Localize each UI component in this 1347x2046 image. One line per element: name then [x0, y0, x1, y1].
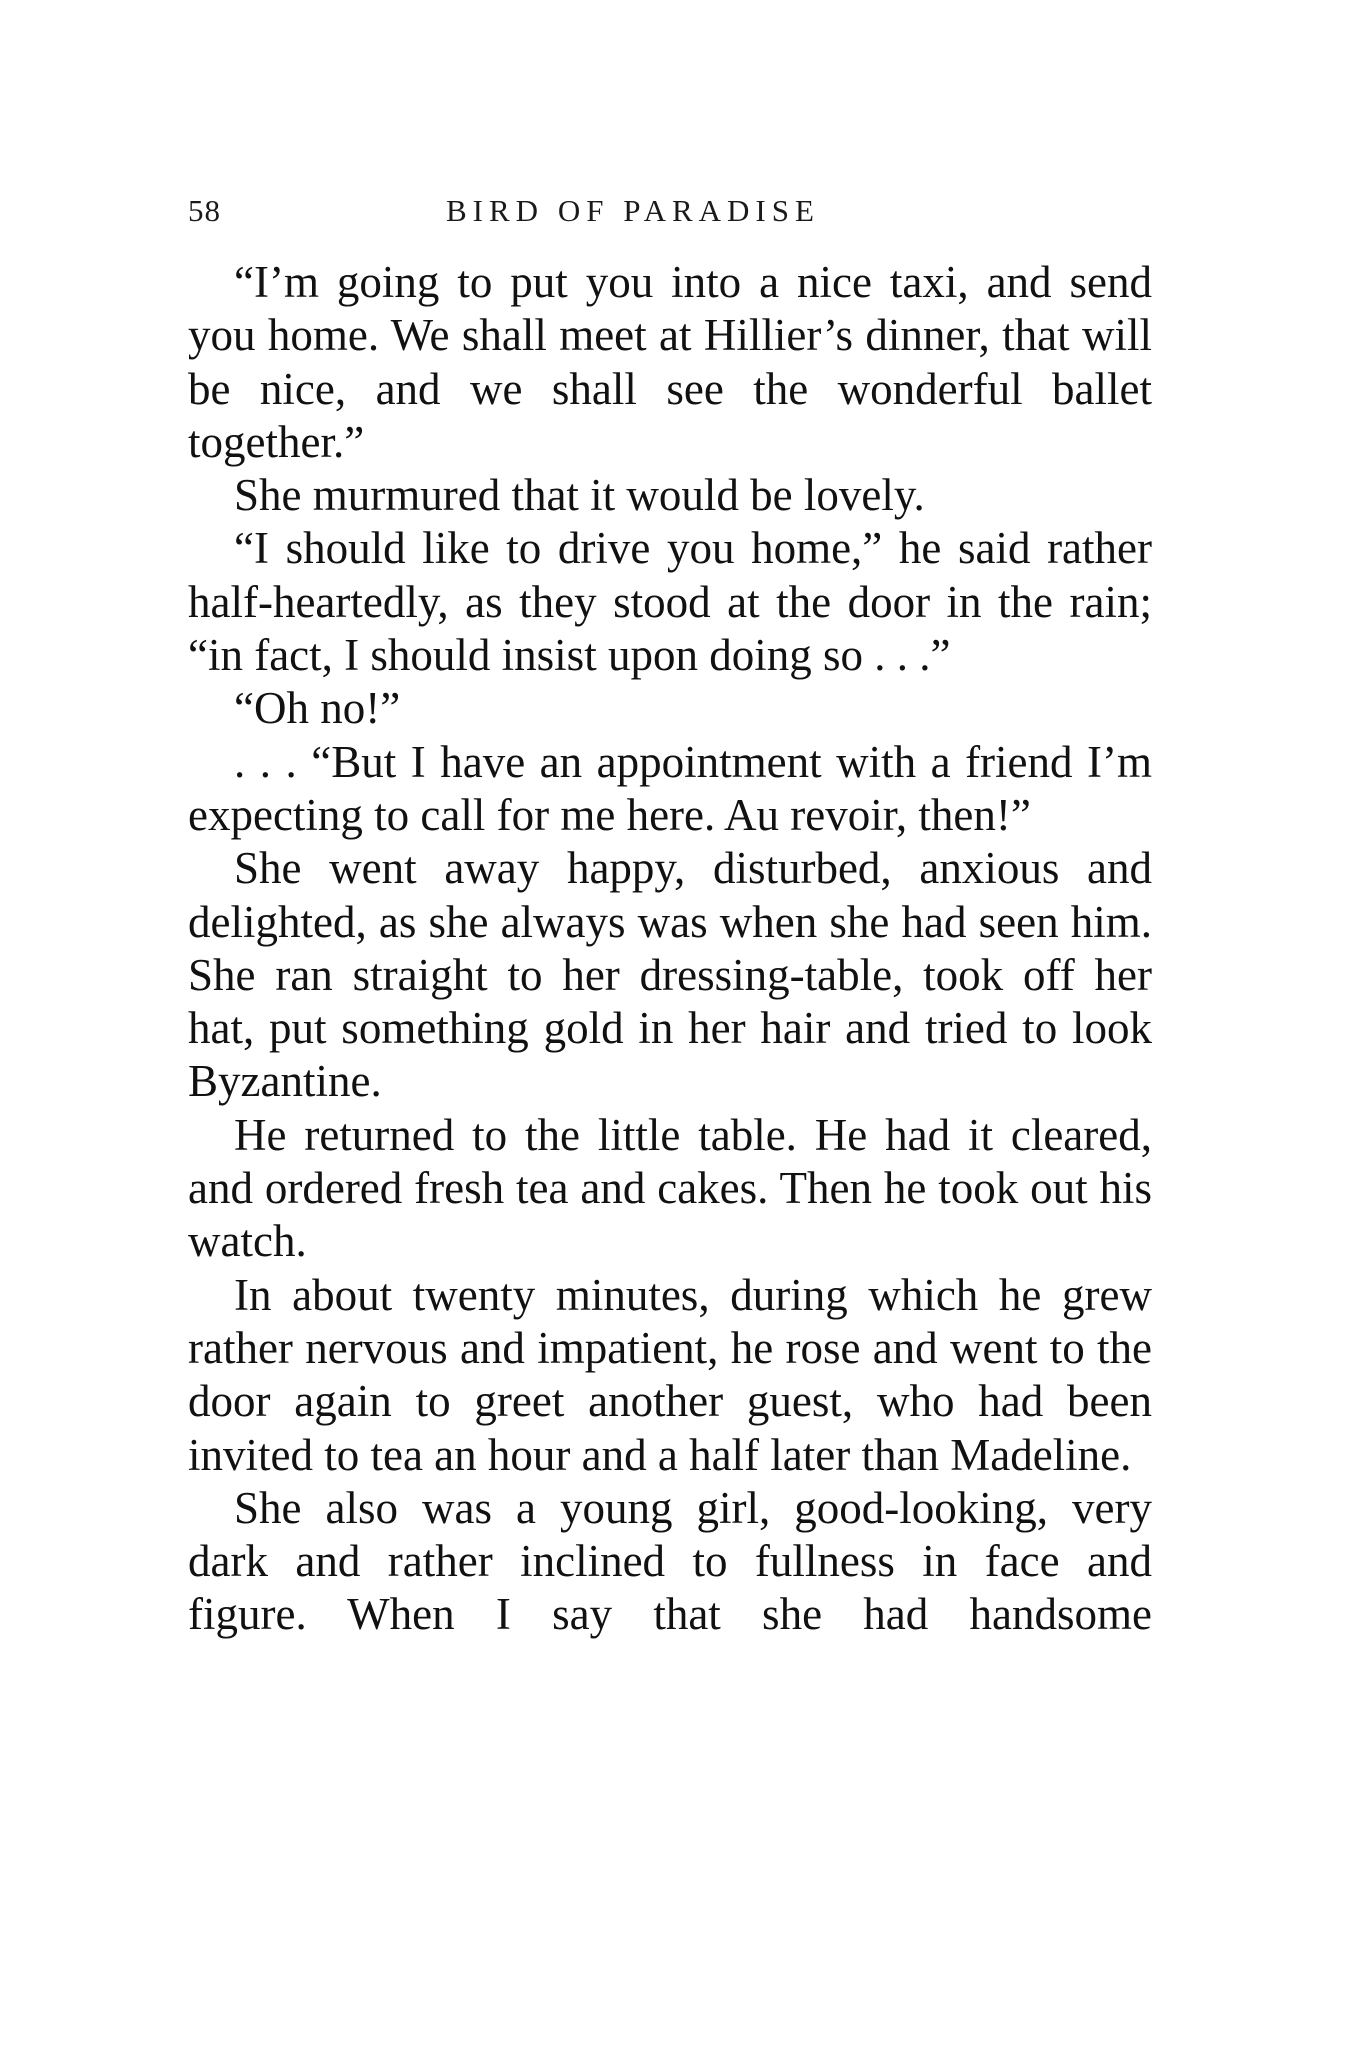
paragraph: . . . “But I have an appointment with a friend I’m expecting to call for me here. Au revoir, then!” — [188, 736, 1152, 840]
running-title: BIRD OF PARADISE — [446, 193, 820, 228]
page-number: 58 — [188, 193, 221, 228]
paragraph: She went away happy, disturbed, anxious and delighted, as she always was when she had seen him. She ran straight to her dressing-table, took off her hat, put something gold in her hair and tried to look Byzantine. — [188, 843, 1152, 1107]
paragraph: He returned to the little table. He had it cleared, and ordered fresh tea and cakes. Then he took out his watch. — [188, 1109, 1152, 1267]
paragraph: “I should like to drive you home,” he said rather half-heartedly, as they stood at the door in the rain; “in fact, I should insist upon doing so . . .” — [188, 523, 1152, 681]
paragraph: She also was a young girl, good-looking, very dark and rather inclined to fullness in face and figure. When I say that she had handsome — [188, 1482, 1152, 1640]
paragraph: In about twenty minutes, during which he grew rather nervous and impatient, he rose and went to the door again to greet another guest, who had been invited to tea an hour and a half later than Madeline. — [188, 1269, 1152, 1480]
page-header — [188, 186, 1168, 236]
paragraph: She murmured that it would be lovely. — [234, 470, 925, 521]
paragraph: “I’m going to put you into a nice taxi, and send you home. We shall meet at Hillier’s dinner, that will be nice, and we shall see the wonderful ballet together.” — [188, 257, 1152, 467]
paragraph: “Oh no!” — [234, 683, 401, 734]
body-text — [188, 256, 1152, 1642]
